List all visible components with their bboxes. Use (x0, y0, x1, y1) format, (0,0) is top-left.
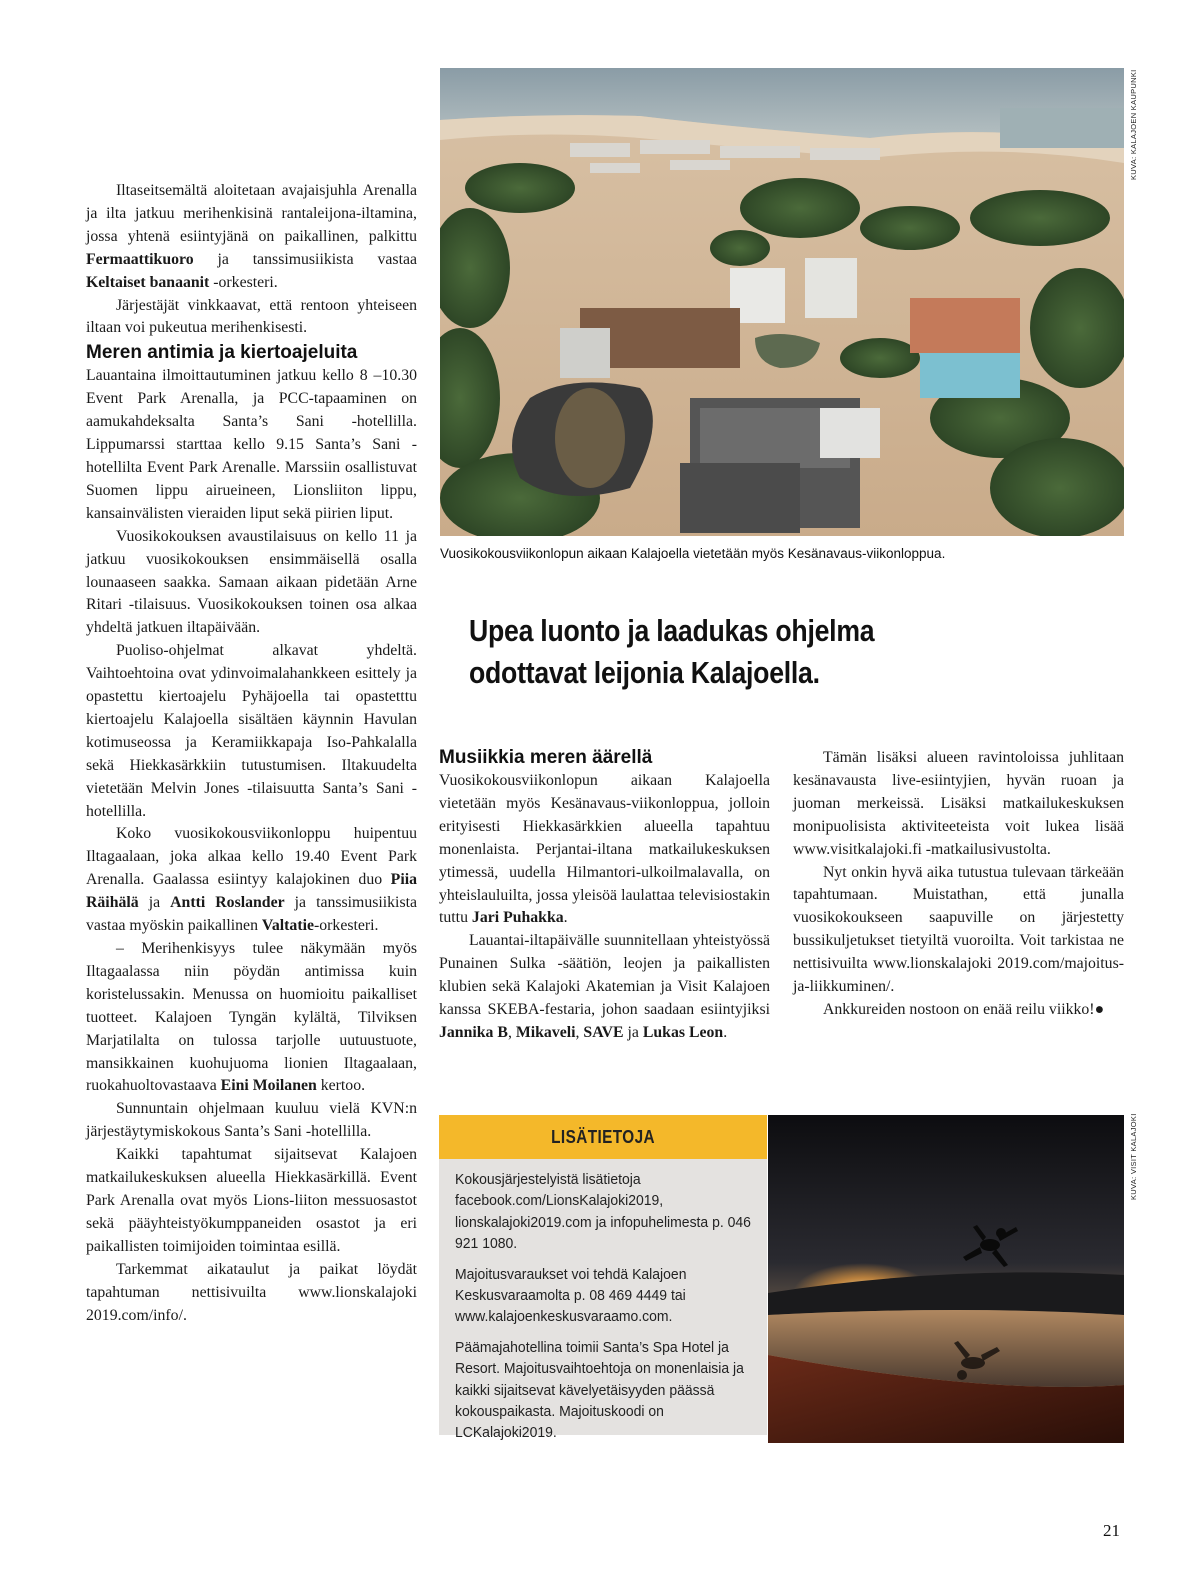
photo-credit: KUVA: KALAJOEN KAUPUNKI (1129, 69, 1138, 180)
paragraph: Järjestäjät vinkkaavat, että rentoon yhteiseen iltaan voi pukeutua merihenkisesti. (86, 296, 417, 337)
right-column (793, 747, 1124, 1022)
paragraph: Lauantaina ilmoittautuminen jatkuu kello 8 –10.30 Event Park Arenalla, ja PCC-tapaaminen on aamukahdeksalta Santa’s Sani -hotellilla. Lippumarssi starttaa kello 9.15 Santa’s Sani -hotellilta Event Park Arenalle. Marssiin osallistuvat Suomen lippu airueineen, Lionsliiton lippu, kansainvälisten vieraiden liput sekä piirien liput. (86, 367, 417, 522)
sunset-photo (768, 1115, 1124, 1443)
photo-credit: KUVA: VISIT KALAJOKI (1129, 1113, 1138, 1200)
paragraph: – Merihenkisyys tulee näkymään myös Iltagaalassa niin pöydän antimissa kuin koristelussakin. Menussa on huomioitu paikalliset tuotteet. Kalajoen Tyngän kylältä, Tilviksen Marjatilalta on tulossa tarjolle uutuustuote, mansikkainen kuohujuoma lionien Iltagaalaan, ruokahuoltovastaava Eini Moilanen kertoo. (86, 940, 417, 1095)
photo-caption: Vuosikokousviikonlopun aikaan Kalajoella vietetään myös Kesänavaus-viikonloppua. (440, 546, 946, 561)
info-paragraph: Päämajahotellina toimii Santa’s Spa Hotel ja Resort. Majoitusvaihtoehtoja on monenlaisia ja kaikki sijaitsevat kävelyetäisyyden päässä kokouspaikasta. Majoituskoodi on LCKalajoki2019. (455, 1338, 744, 1442)
pull-quote (469, 610, 1019, 694)
page-number: 21 (1103, 1521, 1120, 1540)
section-heading: Musiikkia meren äärellä (439, 747, 653, 768)
info-paragraph: Kokousjärjestelyistä lisätietoja facebook.com/LionsKalajoki2019, lionskalajoki2019.com ja infopuhelimesta p. 046 921 1080. (455, 1171, 751, 1253)
paragraph: Ankkureiden nostoon on enää reilu viikko!● (823, 1000, 1105, 1018)
paragraph: Iltaseitsemältä aloitetaan avajaisjuhla Arenalla ja ilta jatkuu merihenkisinä rantaleijona-iltamina, jossa yhtenä esiintyjänä on paikallinen, palkittu Fermaattikuoro ja tanssimusiikista vastaa Keltaiset banaanit -orkesteri. (86, 182, 417, 291)
paragraph: Sunnuntain ohjelmaan kuuluu vielä KVN:n järjestäytymiskokous Santa’s Sani -hotellilla. (86, 1100, 417, 1141)
pull-quote-line: Upea luonto ja laadukas ohjelma (469, 613, 875, 648)
paragraph: Nyt onkin hyvä aika tutustua tulevaan tärkeään tapahtumaan. Muistathan, että junalla vuosikokoukseen saapuville on järjestetty bussikuljetukset tietyiltä vuoroilta. Voit tarkistaa ne nettisivuilta www.lionskalajoki 2019.com/majoitus-ja-liikkuminen/. (793, 863, 1124, 996)
paragraph: Tämän lisäksi alueen ravintoloissa juhlitaan kesänavausta live-esiintyjien, hyvän ruoan ja juoman merkeissä. Lisäksi matkailukeskuksen monipuolisista aktiviteeteista voit lukea lisää www.visitkalajoki.fi -matkailusivustolta. (793, 749, 1124, 858)
middle-column (439, 745, 770, 1045)
info-box-title: LISÄTIETOJA (551, 1126, 655, 1147)
info-box-header (439, 1115, 767, 1159)
paragraph: Vuosikokouksen avaustilaisuus on kello 11 ja jatkuu vuosikokouksen ensimmäisellä osalla lounaaseen saakka. Samaan aikaan pidetään Arne Ritari -tilaisuus. Vuosikokouksen toinen osa alkaa yhdeltä jatkuen iltapäivään. (86, 527, 417, 637)
aerial-photo-image (440, 68, 1124, 536)
info-box-body (439, 1159, 767, 1444)
paragraph: Koko vuosikokousviikonloppu huipentuu Iltagaalaan, joka alkaa kello 19.40 Event Park Arenalla. Gaalassa esiintyy kalajokinen duo Piia Räihälä ja Antti Roslander ja tanssimusiikista vastaa myöskin paikallinen Valtatie-orkesteri. (86, 825, 417, 935)
aerial-photo (440, 68, 1124, 536)
section-heading: Meren antimia ja kiertoajeluita (86, 342, 358, 364)
info-paragraph: Majoitusvaraukset voi tehdä Kalajoen Keskusvaraamolta p. 08 469 4449 tai www.kalajoenkeskusvaraamo.com. (455, 1265, 687, 1326)
end-mark: ● (1094, 1000, 1105, 1018)
paragraph: Tarkemmat aikataulut ja paikat löydät tapahtuman nettisivuilta www.lionskalajoki 2019.com/info/. (86, 1260, 417, 1324)
pull-quote-line: odottavat leijonia Kalajoella. (469, 655, 820, 690)
paragraph: Kaikki tapahtumat sijaitsevat Kalajoen matkailukeskuksen alueella Hiekkasärkillä. Event Park Arenalla ovat myös Lions-liiton messuosastot sekä pääyhteistyökumppaneiden osastot ja eri paikallisten toimijoiden toimintaa esillä. (86, 1146, 417, 1255)
paragraph: Puoliso-ohjelmat alkavat yhdeltä. Vaihtoehtoina ovat ydinvoimalahankkeen esittely ja opastettu kiertoajelu Pyhäjoella tai opastetttu kiertoajelu Kalajoella sisältäen käynnin Havulan kotimuseossa ja Keramiikkapaja Iso-Pahkalalla sekä Hiekkasärkkiin tutustumisen. Iltakuudelta vietetään Melvin Jones -tilaisuutta Santa’s Sani -hotellilla. (86, 642, 417, 820)
left-column (86, 180, 417, 1327)
sunset-photo-image (768, 1115, 1124, 1443)
paragraph: Lauantai-iltapäivälle suunnitellaan yhteistyössä Punainen Sulka -säätiön, leojen ja paikallisten klubien sekä Kalajoki Akatemian ja Visit Kalajoen kanssa SKEBA-festaria, johon saadaan esiintyjiksi Jannika B, Mikaveli, SAVE ja Lukas Leon. (439, 932, 770, 1041)
info-box (439, 1115, 767, 1442)
paragraph: Vuosikokousviikonlopun aikaan Kalajoella vietetään myös Kesänavaus-viikonloppua, jolloin erityisesti Hiekkasärkkien alueella tapahtuu monenlaista. Perjantai-iltana matkailukeskuksen ytimessä, uudella Hilmantori-ulkoilmalavalla, on yhteislauluilta, jossa yleisöä laulattaa televisiostakin tuttu Jari Puhakka. (439, 772, 770, 927)
